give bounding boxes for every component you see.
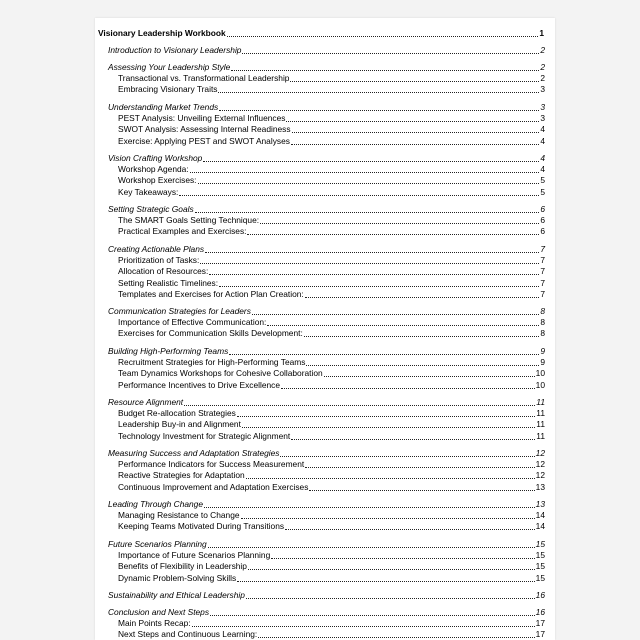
toc-subsection-title: Exercise: Applying PEST and SWOT Analyses — [118, 135, 290, 146]
dot-leader — [237, 580, 534, 582]
toc-subsection-title: Main Points Recap: — [118, 618, 191, 629]
toc-subsection-title: Performance Incentives to Drive Excellence — [118, 379, 280, 390]
toc-subsection-page-number: 10 — [535, 379, 545, 390]
dot-leader — [267, 324, 539, 326]
toc-subsection-row[interactable] — [118, 174, 545, 186]
toc-section-title: Setting Strategic Goals — [108, 204, 194, 214]
toc-section-page-number: 2 — [540, 62, 545, 72]
toc-subsection-page-number: 6 — [540, 215, 545, 226]
toc-subsection-row[interactable] — [118, 407, 545, 419]
toc-subsection-row[interactable] — [118, 265, 545, 277]
toc-section-row[interactable] — [108, 203, 545, 215]
dot-leader — [203, 160, 539, 162]
dot-leader — [246, 597, 535, 599]
toc-title-page: 1 — [539, 28, 544, 38]
dot-leader — [204, 506, 535, 508]
toc-subsection-page-number: 4 — [540, 124, 545, 135]
dot-leader — [219, 285, 539, 287]
dot-leader — [246, 477, 535, 479]
toc-subsection-title: Setting Realistic Timelines: — [118, 277, 219, 288]
dot-leader — [229, 353, 539, 355]
toc-subsection-row[interactable] — [118, 163, 545, 175]
toc-subsection-title: Templates and Exercises for Action Plan Creation: — [118, 288, 304, 299]
toc-section-title: Building High-Performing Teams — [108, 346, 229, 356]
toc-title-row[interactable] — [98, 27, 544, 39]
dot-leader — [227, 35, 539, 37]
toc-subsection-title: Budget Re-allocation Strategies — [118, 408, 236, 419]
toc-section-title: Conclusion and Next Steps — [108, 607, 210, 617]
toc-section-page-number: 9 — [540, 346, 545, 356]
toc-subsection-title: Keeping Teams Motivated During Transitions — [118, 521, 285, 532]
toc-subsection-row[interactable] — [118, 509, 545, 521]
dot-leader — [195, 211, 540, 213]
toc-section-page-number: 2 — [540, 45, 545, 55]
toc-subsection-page-number: 3 — [540, 113, 545, 124]
dot-leader — [231, 69, 539, 71]
dot-leader — [209, 273, 539, 275]
toc-subsection-row[interactable] — [118, 418, 545, 430]
toc-section-row[interactable] — [108, 243, 545, 255]
toc-section-page-number: 6 — [540, 204, 545, 214]
toc-subsection-page-number: 15 — [535, 550, 545, 561]
toc-subsection-page-number: 5 — [540, 175, 545, 186]
toc-subsection-title: Benefits of Flexibility in Leadership — [118, 561, 247, 572]
toc-subsection-row[interactable] — [118, 458, 545, 470]
toc-section-title: Understanding Market Trends — [108, 102, 219, 112]
toc-subsection-page-number: 8 — [540, 317, 545, 328]
dot-leader — [200, 262, 539, 264]
dot-leader — [324, 375, 535, 377]
toc-subsection-title: PEST Analysis: Unveiling External Influences — [118, 113, 286, 124]
toc-section-row[interactable] — [108, 606, 545, 618]
toc-subsection-row[interactable] — [118, 520, 545, 532]
dot-leader — [271, 557, 534, 559]
toc-section-page-number: 3 — [540, 102, 545, 112]
toc-subsection-page-number: 5 — [540, 186, 545, 197]
dot-leader — [280, 455, 534, 457]
toc-subsection-title: Importance of Future Scenarios Planning — [118, 550, 271, 561]
dot-leader — [291, 143, 539, 145]
toc-section-row[interactable] — [108, 498, 545, 510]
toc-subsection-row[interactable] — [118, 277, 545, 289]
toc-subsection-row[interactable] — [118, 135, 545, 147]
toc-subsection-row[interactable] — [118, 225, 545, 237]
toc-subsection-row[interactable] — [118, 254, 545, 266]
toc-section-title: Resource Alignment — [108, 397, 184, 407]
dot-leader — [248, 568, 535, 570]
toc-section-page-number: 16 — [535, 607, 545, 617]
toc-section-row[interactable] — [108, 396, 545, 408]
toc-subsection-row[interactable] — [118, 379, 545, 391]
toc-section-row[interactable] — [108, 61, 545, 73]
dot-leader — [210, 614, 535, 616]
dot-leader — [291, 438, 535, 440]
toc-section-title: Future Scenarios Planning — [108, 539, 207, 549]
toc-subsection-row[interactable] — [118, 367, 545, 379]
toc-section-page-number: 15 — [535, 539, 545, 549]
toc-subsection-title: Key Takeaways: — [118, 186, 179, 197]
toc-subsection-title: Continuous Improvement and Adaptation Exercises — [118, 481, 309, 492]
toc-subsection-row[interactable] — [118, 481, 545, 493]
toc-section-row[interactable] — [108, 589, 545, 601]
toc-section-row[interactable] — [108, 101, 545, 113]
toc-subsection-row[interactable] — [118, 214, 545, 226]
toc-section-title: Introduction to Visionary Leadership — [108, 45, 242, 55]
toc-title: Visionary Leadership Workbook — [98, 28, 226, 38]
toc-subsection-title: Workshop Agenda: — [118, 164, 189, 175]
toc-subsection-page-number: 7 — [540, 277, 545, 288]
toc-subsection-title: Recruitment Strategies for High-Performing Teams — [118, 357, 306, 368]
toc-subsection-page-number: 9 — [540, 357, 545, 368]
dot-leader — [184, 404, 535, 406]
toc-section-title: Measuring Success and Adaptation Strategies — [108, 448, 280, 458]
dot-leader — [192, 625, 535, 627]
toc-subsection-row[interactable] — [118, 469, 545, 481]
toc-subsection-page-number: 15 — [535, 572, 545, 583]
toc-subsection-title: Reactive Strategies for Adaptation — [118, 470, 245, 481]
dot-leader — [286, 120, 539, 122]
dot-leader — [290, 80, 539, 82]
dot-leader — [247, 233, 539, 235]
toc-subsection-page-number: 17 — [535, 618, 545, 629]
dot-leader — [198, 182, 540, 184]
dot-leader — [305, 296, 540, 298]
toc-subsection-row[interactable] — [118, 572, 545, 584]
toc-subsection-title: Workshop Exercises: — [118, 175, 197, 186]
toc-subsection-row[interactable] — [118, 327, 545, 339]
toc-subsection-row[interactable] — [118, 356, 545, 368]
toc-subsection-page-number: 11 — [536, 430, 545, 441]
toc-subsection-row[interactable] — [118, 112, 545, 124]
toc-subsection-page-number: 17 — [535, 629, 545, 640]
dot-leader — [242, 52, 539, 54]
toc-subsection-row[interactable] — [118, 72, 545, 84]
toc-section-page-number: 4 — [540, 153, 545, 163]
dot-leader — [305, 466, 534, 468]
toc-subsection-row[interactable] — [118, 430, 545, 442]
toc-subsection-row[interactable] — [118, 560, 545, 572]
toc-subsection-row[interactable] — [118, 549, 545, 561]
toc-subsection-page-number: 11 — [536, 419, 545, 430]
toc-subsection-page-number: 7 — [540, 266, 545, 277]
toc-subsection-page-number: 2 — [540, 73, 545, 84]
toc-section-row[interactable] — [108, 345, 545, 357]
toc-subsection-row[interactable] — [118, 123, 545, 135]
toc-subsection-page-number: 3 — [540, 84, 545, 95]
toc-subsection-title: Exercises for Communication Skills Development: — [118, 328, 303, 339]
toc-section-row[interactable] — [108, 152, 545, 164]
toc-section-page-number: 8 — [540, 306, 545, 316]
dot-leader — [304, 335, 540, 337]
document-page — [95, 18, 555, 640]
toc-section-page-number: 7 — [540, 244, 545, 254]
toc-subsection-page-number: 15 — [535, 561, 545, 572]
toc-section-page-number: 11 — [536, 397, 545, 407]
toc-subsection-page-number: 6 — [540, 226, 545, 237]
toc-subsection-row[interactable] — [118, 288, 545, 300]
toc-section-title: Communication Strategies for Leaders — [108, 306, 251, 316]
dot-leader — [179, 194, 539, 196]
toc-section-page-number: 13 — [535, 499, 545, 509]
toc-subsection-page-number: 4 — [540, 135, 545, 146]
toc-subsection-title: Next Steps and Continuous Learning: — [118, 629, 258, 640]
toc-subsection-page-number: 4 — [540, 164, 545, 175]
toc-subsection-page-number: 11 — [536, 408, 545, 419]
toc-subsection-page-number: 14 — [535, 521, 545, 532]
toc-subsection-title: Prioritization of Tasks: — [118, 255, 200, 266]
toc-section-title: Creating Actionable Plans — [108, 244, 205, 254]
toc-section-page-number: 16 — [535, 590, 545, 600]
toc-subsection-row[interactable] — [118, 186, 545, 198]
dot-leader — [218, 91, 539, 93]
dot-leader — [237, 415, 536, 417]
dot-leader — [309, 489, 534, 491]
dot-leader — [260, 222, 539, 224]
toc-subsection-page-number: 13 — [535, 481, 545, 492]
toc-subsection-title: Importance of Effective Communication: — [118, 317, 267, 328]
toc-subsection-title: Performance Indicators for Success Measurement — [118, 459, 305, 470]
toc-subsection-title: Practical Examples and Exercises: — [118, 226, 247, 237]
toc-subsection-title: Allocation of Resources: — [118, 266, 209, 277]
toc-subsection-title: Transactional vs. Transformational Leadership — [118, 73, 290, 84]
toc-subsection-row[interactable] — [118, 617, 545, 629]
toc-section-row[interactable] — [108, 44, 545, 56]
toc-section-title: Assessing Your Leadership Style — [108, 62, 231, 72]
toc-subsection-page-number: 7 — [540, 255, 545, 266]
toc-subsection-page-number: 8 — [540, 328, 545, 339]
dot-leader — [208, 546, 535, 548]
toc-section-title: Sustainability and Ethical Leadership — [108, 590, 245, 600]
toc-subsection-title: Leadership Buy-in and Alignment — [118, 419, 241, 430]
toc-subsection-page-number: 14 — [535, 510, 545, 521]
dot-leader — [242, 426, 535, 428]
toc-subsection-title: Team Dynamics Workshops for Cohesive Collaboration — [118, 368, 323, 379]
toc-section-title: Leading Through Change — [108, 499, 203, 509]
toc-subsection-title: Embracing Visionary Traits — [118, 84, 218, 95]
toc-subsection-page-number: 12 — [535, 470, 545, 481]
toc-subsection-page-number: 7 — [540, 288, 545, 299]
toc-subsection-page-number: 12 — [535, 459, 545, 470]
toc-section-row[interactable] — [108, 305, 545, 317]
toc-subsection-row[interactable] — [118, 83, 545, 95]
toc-section-title: Vision Crafting Workshop — [108, 153, 203, 163]
dot-leader — [306, 364, 539, 366]
toc-subsection-row[interactable] — [118, 628, 545, 640]
toc-section-row[interactable] — [108, 538, 545, 550]
dot-leader — [252, 313, 539, 315]
toc-section-row[interactable] — [108, 447, 545, 459]
toc-subsection-page-number: 10 — [535, 368, 545, 379]
dot-leader — [285, 528, 535, 530]
toc-subsection-title: SWOT Analysis: Assessing Internal Readiness — [118, 124, 291, 135]
toc-subsection-title: Dynamic Problem-Solving Skills — [118, 572, 237, 583]
dot-leader — [190, 171, 540, 173]
toc-subsection-title: Technology Investment for Strategic Alignment — [118, 430, 291, 441]
dot-leader — [281, 387, 535, 389]
dot-leader — [219, 109, 539, 111]
dot-leader — [205, 251, 539, 253]
dot-leader — [241, 517, 535, 519]
toc-section-page-number: 12 — [535, 448, 545, 458]
toc-subsection-title: The SMART Goals Setting Technique: — [118, 215, 260, 226]
dot-leader — [258, 636, 534, 638]
toc-subsection-row[interactable] — [118, 316, 545, 328]
dot-leader — [292, 131, 540, 133]
toc-subsection-title: Managing Resistance to Change — [118, 510, 240, 521]
